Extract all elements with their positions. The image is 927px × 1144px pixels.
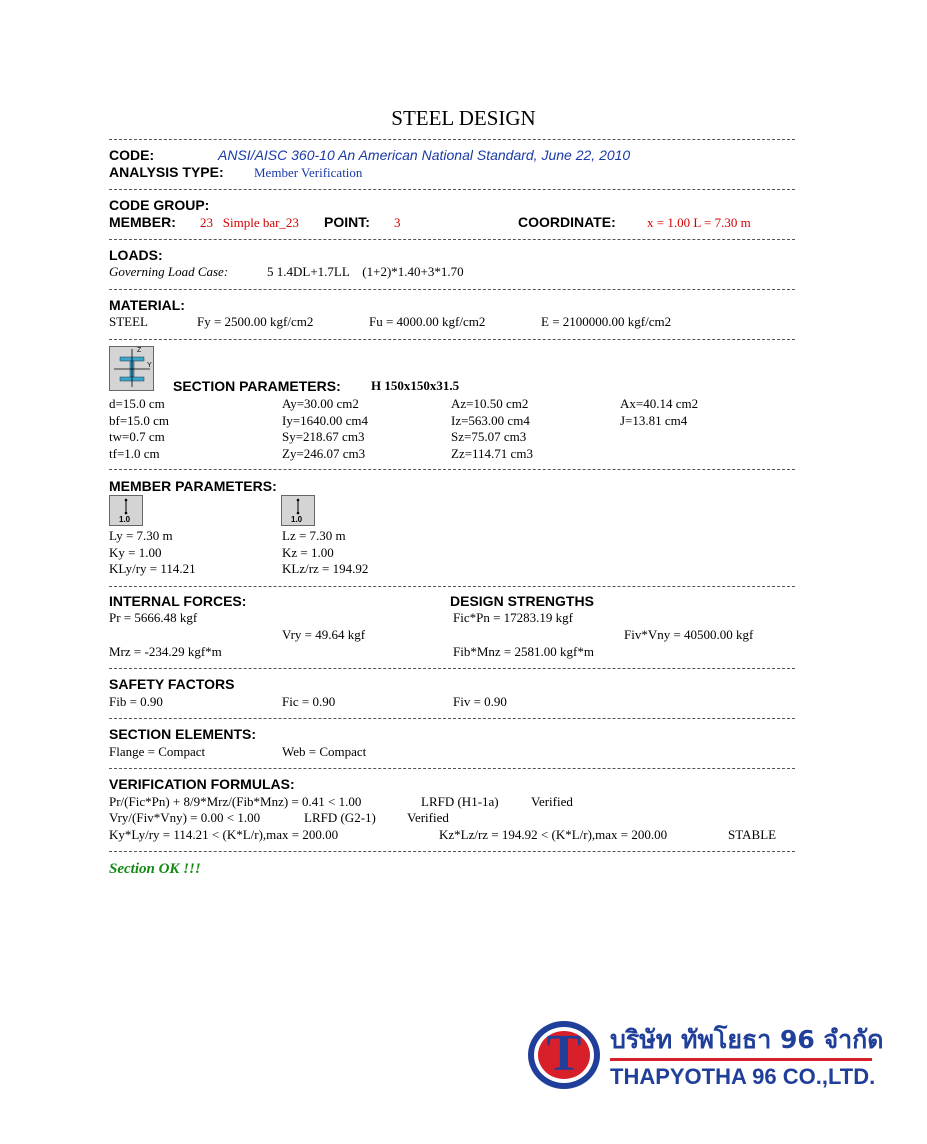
buckling-z-value: 1.0: [291, 515, 303, 524]
force-vry: Vry = 49.64 kgf: [282, 627, 366, 642]
member-kly: KLy/ry = 114.21: [109, 561, 196, 576]
buckling-y-value: 1.0: [119, 515, 131, 524]
logo-letter: T: [546, 1025, 582, 1082]
member-col-2: [282, 528, 368, 578]
member-klz: KLz/rz = 194.92: [282, 561, 369, 576]
coordinate-value: x = 1.00 L = 7.30 m: [647, 215, 751, 230]
section-elements-label: SECTION ELEMENTS:: [109, 726, 257, 742]
section-shape-icon: [109, 346, 154, 391]
force-mrz: Mrz = -234.29 kgf*m: [109, 644, 222, 659]
member-ly: Ly = 7.30 m: [109, 528, 173, 543]
section-ok-result: Section OK !!!: [109, 861, 201, 877]
divider: [109, 239, 795, 240]
section-bf: bf=15.0 cm: [109, 412, 170, 428]
analysis-type-value: Member Verification: [254, 165, 363, 180]
divider: [109, 718, 795, 719]
section-parameters-label: SECTION PARAMETERS:: [173, 378, 341, 394]
divider: [109, 469, 795, 470]
element-web: Web = Compact: [282, 744, 367, 759]
safety-fib: Fib = 0.90: [109, 694, 163, 709]
section-d: d=15.0 cm: [109, 396, 165, 411]
section-zz: Zz=114.71 cm3: [451, 445, 533, 461]
divider: [109, 586, 795, 587]
section-col-1: [109, 396, 169, 462]
formula-2-status: Verified: [407, 810, 449, 825]
element-flange: Flange = Compact: [109, 744, 206, 759]
analysis-type-label: ANALYSIS TYPE:: [109, 164, 224, 180]
section-col-3: [451, 396, 533, 462]
divider: [109, 339, 795, 340]
load-case-value: 5 1.4DL+1.7LL (1+2)*1.40+3*1.70: [267, 264, 464, 279]
load-case-label: Governing Load Case:: [109, 264, 229, 279]
member-kz: Kz = 1.00: [282, 544, 334, 560]
member-ky: Ky = 1.00: [109, 544, 162, 560]
loads-label: LOADS:: [109, 247, 163, 263]
point-value: 3: [394, 215, 401, 230]
company-logo: [526, 1019, 602, 1091]
section-sy: Sy=218.67 cm3: [282, 429, 365, 444]
divider: [109, 289, 795, 290]
page-title: STEEL DESIGN: [391, 106, 536, 130]
formula-1: Pr/(Fic*Pn) + 8/9*Mrz/(Fib*Mnz) = 0.41 < 1.00: [109, 794, 362, 809]
buckling-length-y-icon: [109, 495, 143, 526]
strength-fib-mnz: Fib*Mnz = 2581.00 kgf*m: [453, 644, 594, 659]
code-value: ANSI/AISC 360-10 An American National Standard, June 22, 2010: [218, 147, 631, 163]
section-col-2: [282, 396, 368, 462]
section-tf: tf=1.0 cm: [109, 445, 160, 461]
member-label: MEMBER:: [109, 214, 176, 230]
code-label: CODE:: [109, 147, 155, 163]
section-sz: Sz=75.07 cm3: [451, 429, 527, 444]
section-az: Az=10.50 cm2: [451, 396, 529, 411]
formula-1-status: Verified: [531, 794, 573, 809]
axis-z-label: Z: [137, 347, 142, 354]
strength-fic-pn: Fic*Pn = 17283.19 kgf: [453, 610, 574, 625]
section-j: J=13.81 cm4: [620, 412, 688, 428]
member-lz: Lz = 7.30 m: [282, 528, 346, 543]
verification-label: VERIFICATION FORMULAS:: [109, 776, 295, 792]
strength-fiv-vny: Fiv*Vny = 40500.00 kgf: [624, 627, 754, 642]
member-value: 23 Simple bar_23: [200, 215, 299, 230]
divider: [109, 768, 795, 769]
code-group-label: CODE GROUP:: [109, 197, 210, 213]
axis-y-label: Y: [147, 362, 152, 369]
safety-fic: Fic = 0.90: [282, 694, 336, 709]
divider: [109, 189, 795, 190]
section-tw: tw=0.7 cm: [109, 429, 165, 444]
divider: [109, 851, 795, 852]
material-fu: Fu = 4000.00 kgf/cm2: [369, 314, 486, 329]
member-col-1: [109, 528, 196, 578]
force-pr: Pr = 5666.48 kgf: [109, 610, 198, 625]
section-iz: Iz=563.00 cm4: [451, 412, 530, 428]
design-strengths-label: DESIGN STRENGTHS: [450, 593, 594, 609]
divider: [109, 139, 795, 140]
section-ay: Ay=30.00 cm2: [282, 396, 359, 411]
internal-forces-label: INTERNAL FORCES:: [109, 593, 247, 609]
coordinate-label: COORDINATE:: [518, 214, 616, 230]
divider: [109, 668, 795, 669]
section-iy: Iy=1640.00 cm4: [282, 412, 369, 428]
material-fy: Fy = 2500.00 kgf/cm2: [197, 314, 314, 329]
material-e: E = 2100000.00 kgf/cm2: [541, 314, 672, 329]
formula-3: Ky*Ly/ry = 114.21 < (K*L/r),max = 200.00: [109, 827, 339, 842]
company-divider: [610, 1058, 872, 1061]
buckling-length-z-icon: [281, 495, 315, 526]
company-name-en: THAPYOTHA 96 CO.,LTD.: [610, 1064, 876, 1089]
member-parameters-label: MEMBER PARAMETERS:: [109, 478, 277, 494]
material-name: STEEL: [109, 314, 148, 329]
section-zy: Zy=246.07 cm3: [282, 445, 366, 461]
point-label: POINT:: [324, 214, 370, 230]
formula-3b: Kz*Lz/rz = 194.92 < (K*L/r),max = 200.00: [439, 827, 668, 842]
section-col-4: [620, 396, 698, 429]
formula-2: Vry/(Fiv*Vny) = 0.00 < 1.00: [109, 810, 261, 825]
safety-fiv: Fiv = 0.90: [453, 694, 507, 709]
formula-3-status: STABLE: [728, 827, 777, 842]
company-name-thai: บริษัท ทัพโยธา 96 จำกัด: [610, 1025, 884, 1054]
formula-2-ref: LRFD (G2-1): [304, 810, 376, 825]
formula-1-ref: LRFD (H1-1a): [421, 794, 499, 809]
section-name: H 150x150x31.5: [371, 378, 460, 393]
safety-factors-label: SAFETY FACTORS: [109, 676, 235, 692]
section-ax: Ax=40.14 cm2: [620, 396, 699, 411]
material-label: MATERIAL:: [109, 297, 185, 313]
